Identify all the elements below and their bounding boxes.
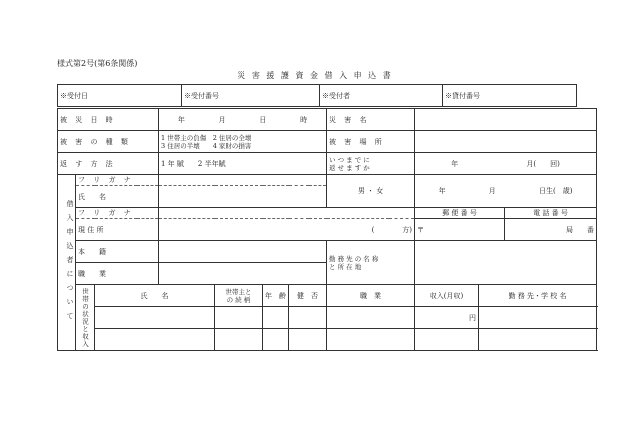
occupation-label: 職 業 <box>76 263 159 285</box>
household-row <box>58 329 597 351</box>
postal-code-field[interactable]: 〒 <box>415 219 505 241</box>
phone-field[interactable]: 局 番 <box>505 219 597 241</box>
address-field[interactable]: ( 方) <box>159 219 415 241</box>
damage-type-options[interactable]: 1 世帯主の負傷 2 住居の全壊 3 住居の半壊 4 家財の損害 <box>159 131 327 153</box>
damage-place-field[interactable] <box>415 131 597 153</box>
household-side-label: 世帯の状況と収入 <box>76 285 95 351</box>
hh-header-work-school: 勤 務 先・学 校 名 <box>479 285 597 307</box>
damage-type-label: 被 害 の 種 類 <box>58 131 159 153</box>
disaster-datetime-field[interactable]: 年 月 日 時 <box>159 109 327 131</box>
furigana-label: フ リ ガ ナ <box>76 175 159 186</box>
name-field[interactable] <box>159 186 327 208</box>
hh-header-occupation: 職 業 <box>327 285 415 307</box>
hh-header-health: 健 否 <box>289 285 327 307</box>
form-id: 様式第2号(第6条関係) <box>57 59 138 68</box>
received-no-field[interactable]: ※受付番号 <box>182 85 320 107</box>
gender-select[interactable]: 男 ・ 女 <box>327 175 415 208</box>
disaster-name-label: 災 害 名 <box>327 109 415 131</box>
repay-until-field[interactable]: 年 月( 回) <box>415 153 597 175</box>
address-furigana-label: フ リ ガ ナ <box>76 208 159 219</box>
receiver-field[interactable]: ※受付者 <box>320 85 443 107</box>
postal-code-label: 郵 便 番 号 <box>415 208 505 219</box>
workplace-field[interactable] <box>415 241 597 285</box>
domicile-label: 本 籍 <box>76 241 159 263</box>
furigana-field[interactable] <box>159 175 327 186</box>
loan-no-field[interactable]: ※貸付番号 <box>443 85 577 107</box>
received-date-field[interactable]: ※受付日 <box>58 85 182 107</box>
main-form-table <box>57 108 597 351</box>
hh-header-income: 収入(月収) <box>415 285 479 307</box>
domicile-field[interactable] <box>159 241 327 263</box>
name-label: 氏 名 <box>76 186 159 208</box>
repay-method-options[interactable]: 1 年 賦 2 半年賦 <box>159 153 327 175</box>
address-label: 現 住 所 <box>76 219 159 241</box>
address-furigana-field[interactable] <box>159 208 415 219</box>
birthdate-field[interactable]: 年 月 日生( 歳) <box>415 175 597 208</box>
repay-until-label: い つ ま で に 返 せ ま す か <box>327 153 415 175</box>
damage-place-label: 被 害 場 所 <box>327 131 415 153</box>
hh-header-name: 氏 名 <box>95 285 215 307</box>
disaster-name-field[interactable] <box>415 109 597 131</box>
workplace-label: 勤 務 先 の 名 称 と 所 在 地 <box>327 241 415 285</box>
form-title: 災 害 援 護 資 金 借 入 申 込 書 <box>237 71 393 80</box>
phone-label: 電 話 番 号 <box>505 208 597 219</box>
occupation-field[interactable] <box>159 263 327 285</box>
applicant-side-label: 借入申込者について <box>58 175 76 351</box>
disaster-datetime-label: 被 災 日 時 <box>58 109 159 131</box>
hh-header-relation: 世帯主と の 続 柄 <box>215 285 263 307</box>
office-use-table <box>57 84 577 107</box>
repay-method-label: 返 す 方 法 <box>58 153 159 175</box>
household-row: 円 <box>58 307 597 329</box>
hh-header-age: 年 齢 <box>263 285 289 307</box>
